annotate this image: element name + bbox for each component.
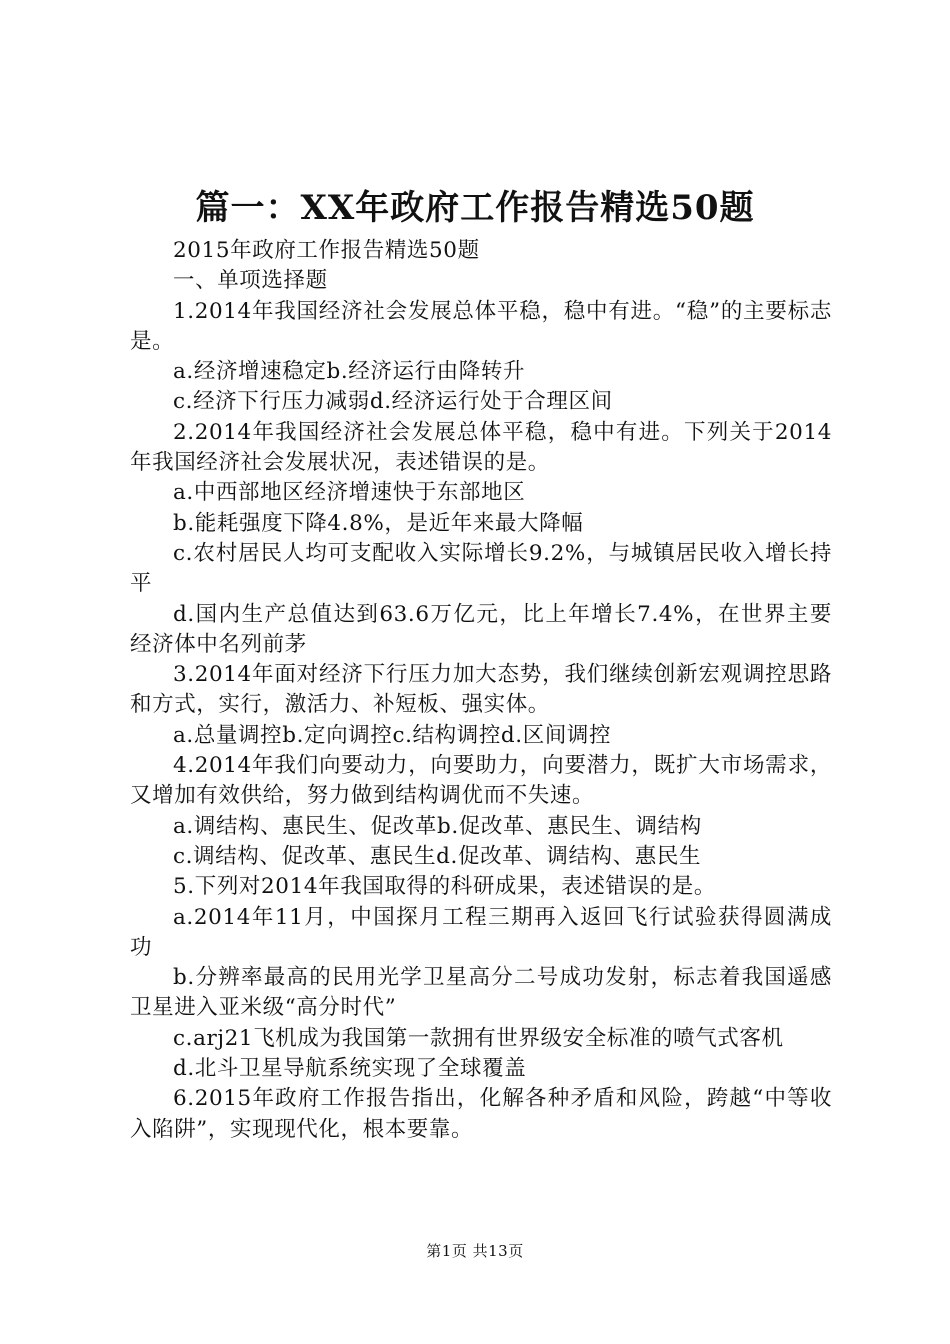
paragraph: 2.2014年我国经济社会发展总体平稳，稳中有进。下列关于2014年我国经济社会发展状况，表述错误的是。 <box>130 419 832 476</box>
paragraph: 4.2014年我们向要动力，向要助力，向要潜力，既扩大市场需求，又增加有效供给，努力做到结构调优而不失速。 <box>130 753 832 809</box>
paragraph: 1.2014年我国经济社会发展总体平稳，稳中有进。“稳”的主要标志是。 <box>130 298 832 354</box>
paragraph: 一、单项选择题 <box>173 268 328 294</box>
page-footer: 第1页 共13页 <box>426 1242 524 1260</box>
paragraph: c.arj21飞机成为我国第一款拥有世界级安全标准的喷气式客机 <box>173 1025 784 1051</box>
paragraph: b.能耗强度下降4.8%，是近年来最大降幅 <box>173 510 584 536</box>
paragraph: a.经济增速稳定b.经济运行由降转升 <box>173 359 526 385</box>
paragraph: c.农村居民人均可支配收入实际增长9.2%，与城镇居民收入增长持平 <box>130 540 832 597</box>
document-body <box>130 236 832 1145</box>
paragraph: c.调结构、促改革、惠民生d.促改革、调结构、惠民生 <box>173 843 702 869</box>
paragraph: 3.2014年面对经济下行压力加大态势，我们继续创新宏观调控思路和方式，实行，激活力、补短板、强实体。 <box>130 662 832 718</box>
document-title: 篇一：XX年政府工作报告精选50题 <box>195 188 755 228</box>
paragraph: a.调结构、惠民生、促改革b.促改革、惠民生、调结构 <box>173 813 702 839</box>
paragraph: a.中西部地区经济增速快于东部地区 <box>173 480 526 506</box>
paragraph: b.分辨率最高的民用光学卫星高分二号成功发射，标志着我国遥感卫星进入亚米级“高分时代” <box>130 965 832 1021</box>
paragraph: d.国内生产总值达到63.6万亿元，比上年增长7.4%，在世界主要经济体中名列前茅 <box>130 601 832 657</box>
paragraph: 6.2015年政府工作报告指出，化解各种矛盾和风险，跨越“中等收入陷阱”，实现现代化，根本要靠。 <box>130 1086 832 1142</box>
paragraph: c.经济下行压力减弱d.经济运行处于合理区间 <box>173 389 613 415</box>
paragraph: a.总量调控b.定向调控c.结构调控d.区间调控 <box>173 722 612 748</box>
paragraph: 2015年政府工作报告精选50题 <box>173 238 480 263</box>
paragraph: d.北斗卫星导航系统实现了全球覆盖 <box>173 1056 527 1082</box>
paragraph: 5.下列对2014年我国取得的科研成果，表述错误的是。 <box>173 874 716 900</box>
paragraph: a.2014年11月，中国探月工程三期再入返回飞行试验获得圆满成功 <box>130 904 832 960</box>
